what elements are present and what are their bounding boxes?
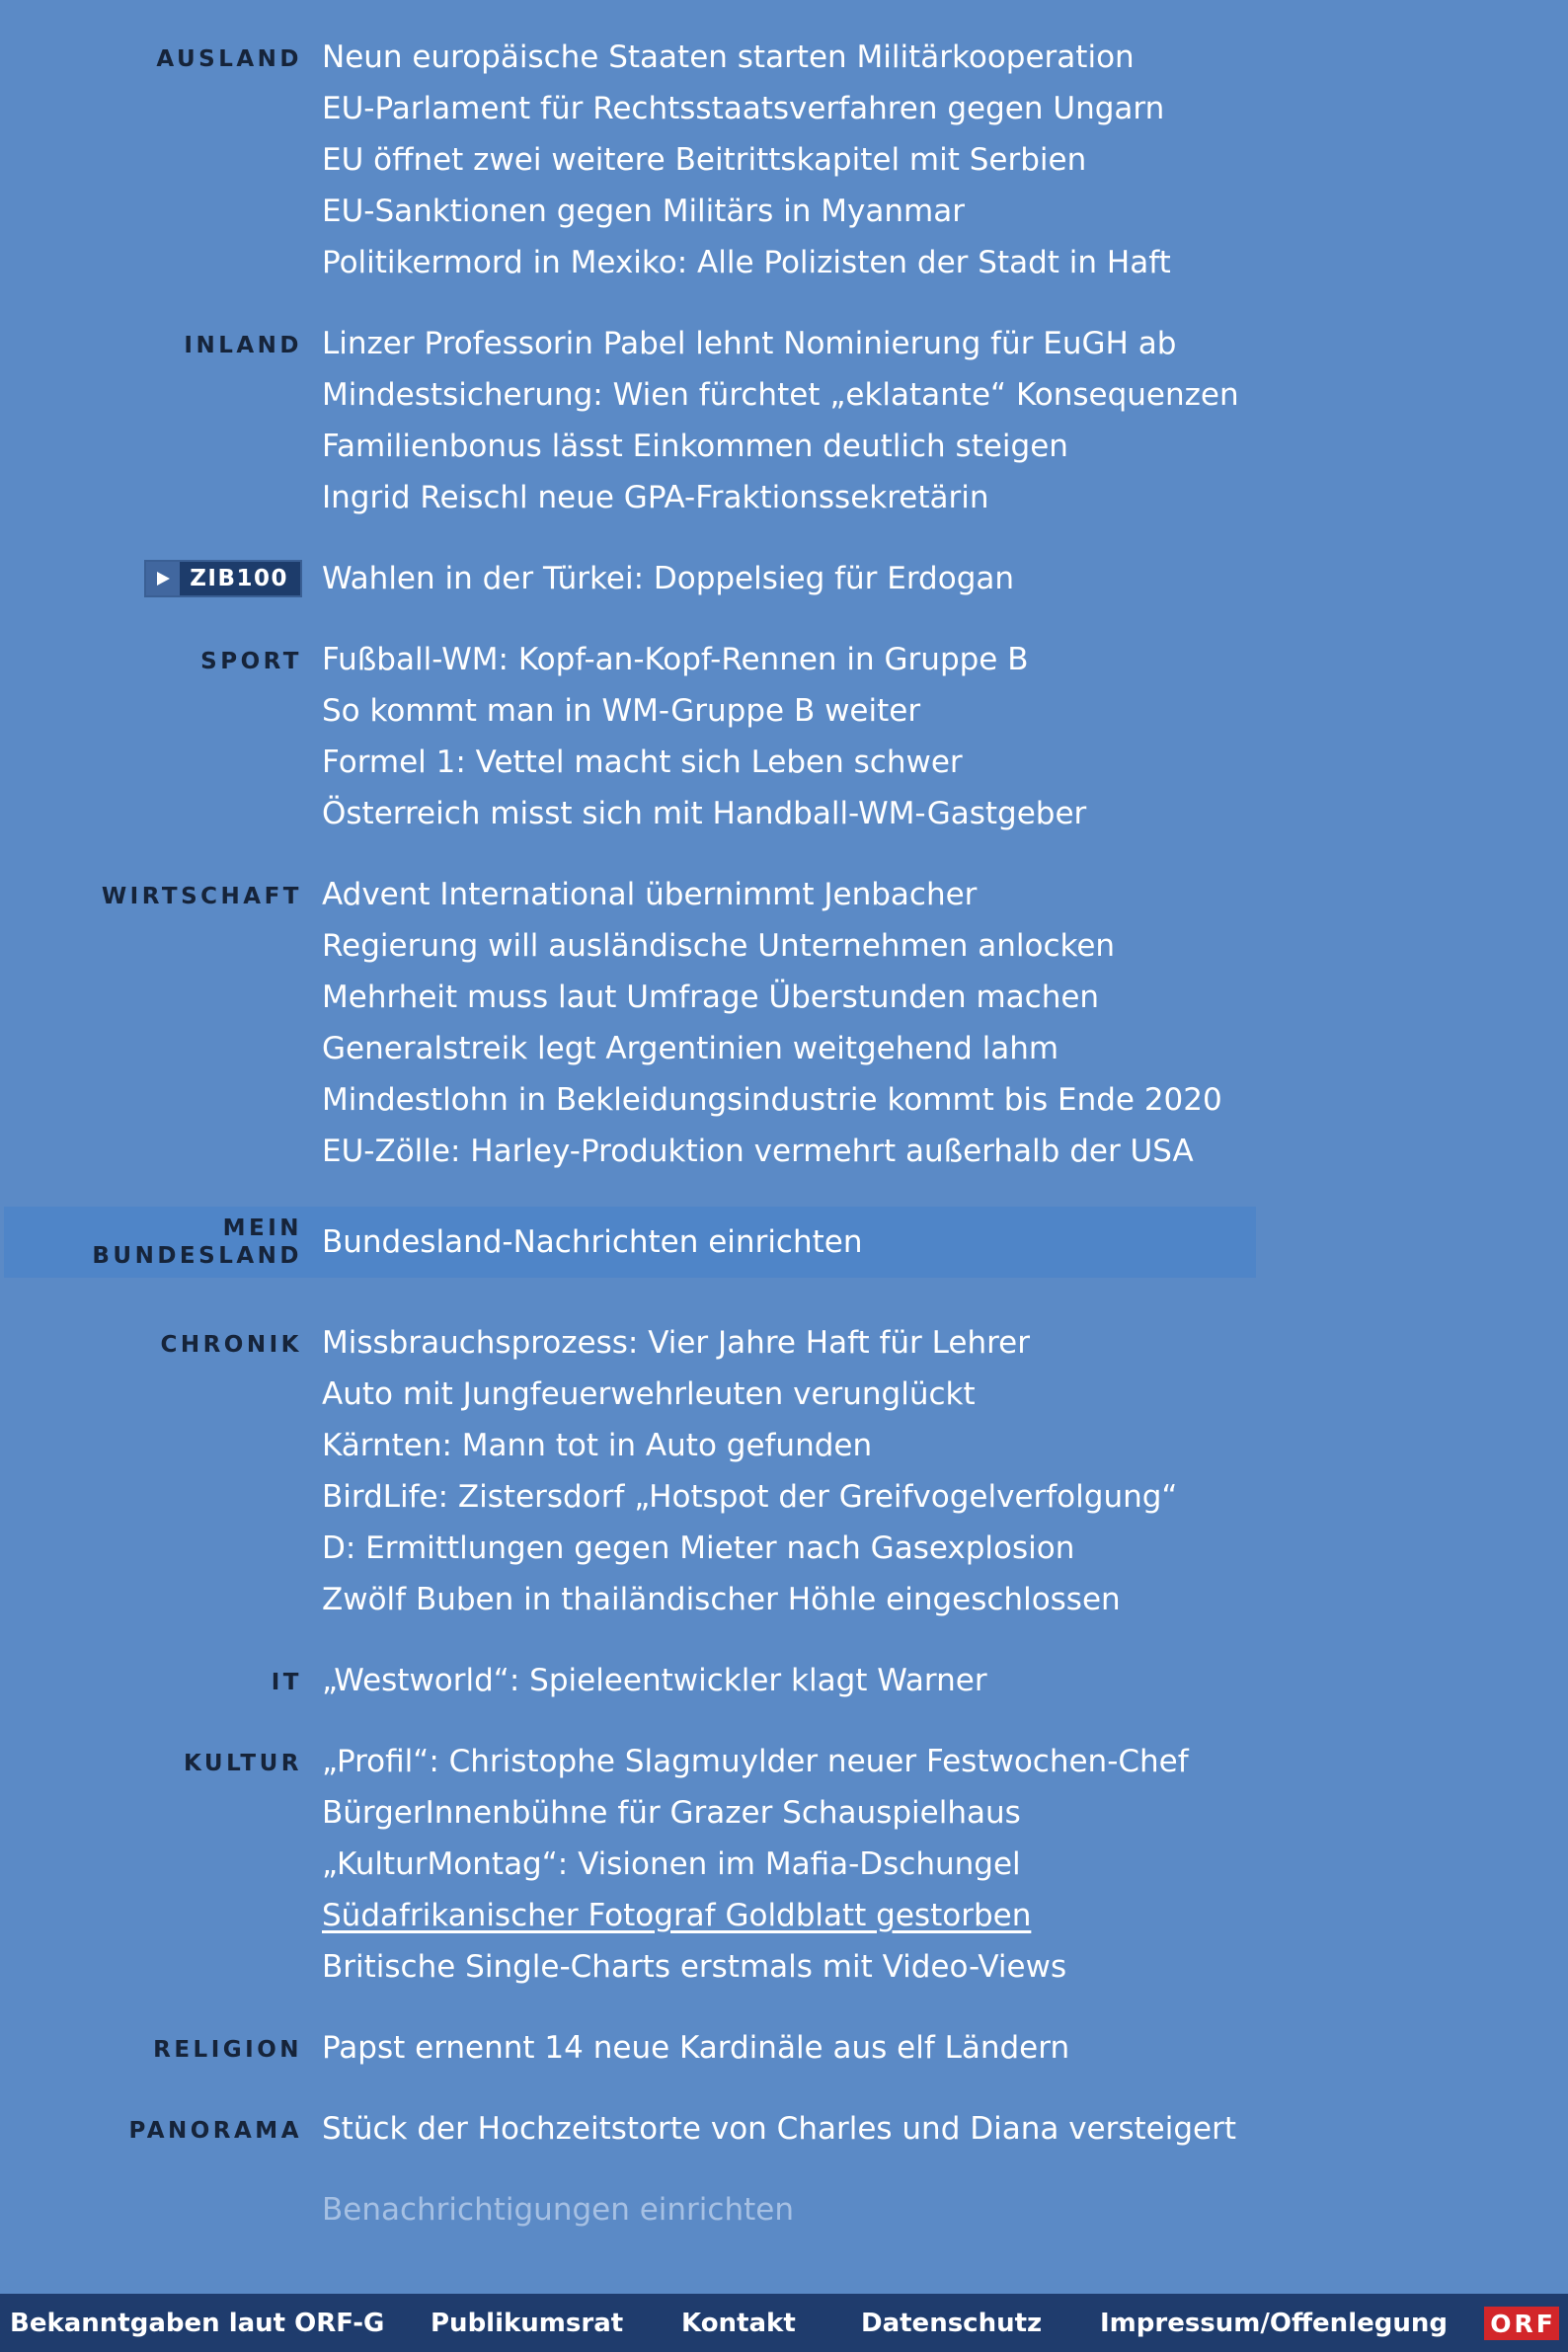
section-wirtschaft bbox=[0, 869, 1568, 1177]
headline-link[interactable]: „KulturMontag“: Visionen im Mafia-Dschungel bbox=[322, 1846, 1021, 1882]
section-label-column bbox=[0, 869, 302, 910]
headline-link[interactable]: EU-Zölle: Harley-Produktion vermehrt außerhalb der USA bbox=[322, 1134, 1194, 1169]
headline-link[interactable]: So kommt man in WM-Gruppe B weiter bbox=[322, 693, 921, 729]
headline-link[interactable]: Mindestsicherung: Wien fürchtet „eklatante“ Konsequenzen bbox=[322, 377, 1239, 413]
headline-link[interactable]: EU-Parlament für Rechtsstaatsverfahren gegen Ungarn bbox=[322, 91, 1165, 126]
headline-link[interactable]: Fußball-WM: Kopf-an-Kopf-Rennen in Gruppe B bbox=[322, 642, 1029, 677]
section-label-bundesland[interactable]: MEIN BUNDESLAND bbox=[92, 1215, 302, 1269]
headline-list bbox=[322, 2103, 1236, 2155]
headline-link[interactable]: „Profil“: Christophe Slagmuylder neuer Festwochen-Chef bbox=[322, 1744, 1189, 1779]
section-religion bbox=[0, 2022, 1568, 2074]
headline-link[interactable]: Familienbonus lässt Einkommen deutlich steigen bbox=[322, 429, 1068, 464]
section-label-column bbox=[0, 318, 302, 359]
headline-link[interactable]: Auto mit Jungfeuerwehrleuten verunglückt bbox=[322, 1376, 976, 1412]
headline-list bbox=[322, 1655, 987, 1706]
headline-link[interactable]: Missbrauchsprozess: Vier Jahre Haft für Lehrer bbox=[322, 1325, 1030, 1361]
footer bbox=[0, 2294, 1568, 2352]
headline-list bbox=[322, 553, 1014, 604]
section-label-column bbox=[0, 2022, 302, 2064]
headline-link[interactable]: Linzer Professorin Pabel lehnt Nominierung für EuGH ab bbox=[322, 326, 1177, 361]
headline-link[interactable]: „Westworld“: Spieleentwickler klagt Warner bbox=[322, 1663, 987, 1698]
headline-link[interactable]: Südafrikanischer Fotograf Goldblatt gestorben bbox=[322, 1898, 1032, 1933]
section-label-ausland[interactable]: AUSLAND bbox=[156, 46, 302, 72]
headline-link[interactable]: Generalstreik legt Argentinien weitgehend lahm bbox=[322, 1031, 1059, 1066]
section-label-column bbox=[0, 1655, 302, 1696]
section-ausland bbox=[0, 32, 1568, 288]
section-chronik bbox=[0, 1317, 1568, 1625]
section-label-sport[interactable]: SPORT bbox=[200, 649, 302, 674]
section-panorama bbox=[0, 2103, 1568, 2155]
headline-link[interactable]: Österreich misst sich mit Handball-WM-Gastgeber bbox=[322, 796, 1087, 831]
headline-link[interactable]: Zwölf Buben in thailändischer Höhle eingeschlossen bbox=[322, 1582, 1121, 1617]
footer-link-impressum[interactable]: Impressum/Offenlegung bbox=[1100, 2309, 1448, 2338]
footer-link-kontakt[interactable]: Kontakt bbox=[681, 2309, 796, 2338]
section-zib100 bbox=[0, 553, 1568, 604]
section-label-column bbox=[0, 2103, 302, 2145]
headline-list bbox=[322, 2022, 1069, 2074]
headline-link[interactable]: Politikermord in Mexiko: Alle Polizisten der Stadt in Haft bbox=[322, 245, 1171, 280]
headline-link[interactable]: Ingrid Reischl neue GPA-Fraktionssekretärin bbox=[322, 480, 989, 515]
notifications-link[interactable]: Benachrichtigungen einrichten bbox=[322, 2192, 794, 2228]
headline-link[interactable]: Wahlen in der Türkei: Doppelsieg für Erdogan bbox=[322, 561, 1015, 596]
orf-logo[interactable]: ORF bbox=[1484, 2307, 1559, 2340]
news-list bbox=[0, 32, 1568, 2235]
headline-link[interactable]: Neun europäische Staaten starten Militärkooperation bbox=[322, 39, 1135, 75]
section-label-column bbox=[0, 553, 302, 597]
footer-link-publikumsrat[interactable]: Publikumsrat bbox=[431, 2309, 624, 2338]
headline-list bbox=[322, 1207, 863, 1278]
section-label-column bbox=[0, 1317, 302, 1359]
footer-link-bekanntgaben[interactable]: Bekanntgaben laut ORF-G bbox=[10, 2309, 385, 2338]
headline-link[interactable]: Advent International übernimmt Jenbacher bbox=[322, 877, 978, 912]
headline-list bbox=[322, 32, 1171, 288]
section-label-inland[interactable]: INLAND bbox=[184, 333, 302, 358]
headline-link[interactable]: D: Ermittlungen gegen Mieter nach Gasexplosion bbox=[322, 1530, 1075, 1566]
section-sport bbox=[0, 634, 1568, 839]
section-label-column bbox=[0, 32, 302, 73]
section-inland bbox=[0, 318, 1568, 523]
zib100-badge-label: ZIB100 bbox=[190, 566, 288, 591]
headline-link[interactable]: Stück der Hochzeitstorte von Charles und Diana versteigert bbox=[322, 2111, 1237, 2147]
headline-link[interactable]: BürgerInnenbühne für Grazer Schauspielhaus bbox=[322, 1795, 1021, 1831]
headline-link[interactable]: EU öffnet zwei weitere Beitrittskapitel mit Serbien bbox=[322, 142, 1087, 178]
section-kultur bbox=[0, 1736, 1568, 1993]
headline-link[interactable]: EU-Sanktionen gegen Militärs in Myanmar bbox=[322, 194, 965, 229]
headline-link[interactable]: Britische Single-Charts erstmals mit Video-Views bbox=[322, 1949, 1067, 1985]
headline-link[interactable]: Mehrheit muss laut Umfrage Überstunden machen bbox=[322, 980, 1100, 1015]
headline-list bbox=[322, 1317, 1177, 1625]
headline-link[interactable]: Kärnten: Mann tot in Auto gefunden bbox=[322, 1428, 873, 1463]
section-label-chronik[interactable]: CHRONIK bbox=[160, 1332, 302, 1358]
section-label-panorama[interactable]: PANORAMA bbox=[128, 2118, 302, 2144]
footer-link-datenschutz[interactable]: Datenschutz bbox=[861, 2309, 1043, 2338]
play-icon bbox=[146, 562, 180, 595]
headline-list bbox=[322, 869, 1222, 1177]
headline-list bbox=[322, 318, 1239, 523]
headline-link[interactable]: Mindestlohn in Bekleidungsindustrie kommt bis Ende 2020 bbox=[322, 1082, 1222, 1118]
section-label-it[interactable]: IT bbox=[271, 1670, 302, 1695]
section-label-column bbox=[0, 634, 302, 675]
section-label-column bbox=[4, 1215, 302, 1270]
section-label-kultur[interactable]: KULTUR bbox=[183, 1751, 302, 1776]
headline-list bbox=[322, 1736, 1189, 1993]
headline-link[interactable]: Papst ernennt 14 neue Kardinäle aus elf Ländern bbox=[322, 2030, 1070, 2066]
section-label-wirtschaft[interactable]: WIRTSCHAFT bbox=[101, 884, 302, 909]
section-it bbox=[0, 1655, 1568, 1706]
headline-link[interactable]: Bundesland-Nachrichten einrichten bbox=[322, 1224, 863, 1260]
zib100-badge[interactable] bbox=[144, 560, 302, 597]
headline-list bbox=[322, 634, 1086, 839]
section-label-religion[interactable]: RELIGION bbox=[153, 2037, 302, 2063]
headline-link[interactable]: BirdLife: Zistersdorf „Hotspot der Greifvogelverfolgung“ bbox=[322, 1479, 1178, 1515]
section-label-column bbox=[0, 1736, 302, 1777]
section-bundesland bbox=[4, 1207, 1256, 1278]
headline-link[interactable]: Formel 1: Vettel macht sich Leben schwer bbox=[322, 745, 963, 780]
headline-link[interactable]: Regierung will ausländische Unternehmen anlocken bbox=[322, 928, 1116, 964]
